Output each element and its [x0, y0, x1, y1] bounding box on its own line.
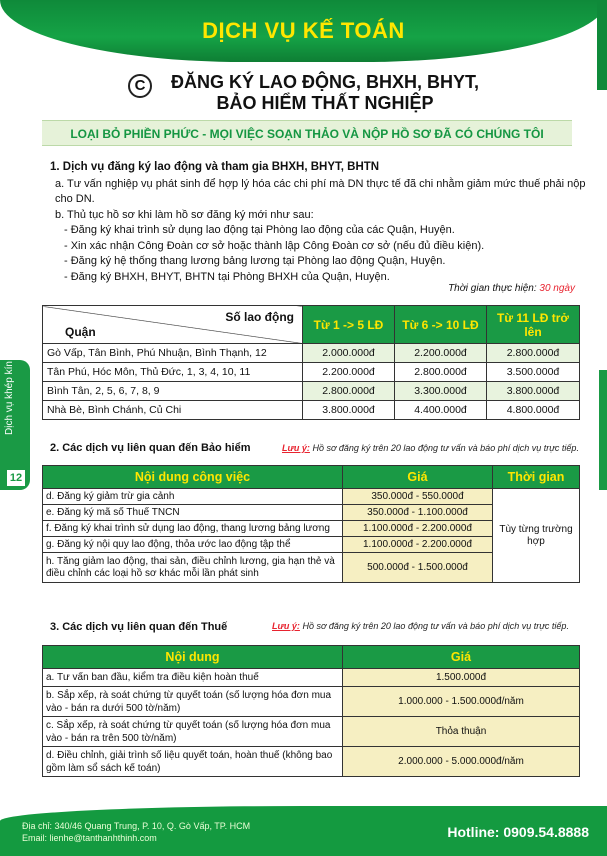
table-row: [43, 489, 580, 505]
footer-email[interactable]: Email: lienhe@tanthanhthinh.com: [22, 833, 157, 843]
slogan-text: LOẠI BỎ PHIỀN PHỨC - MỌI VIỆC SOẠN THẢO VÀ NỘP HỒ SƠ ĐÃ CÓ CHÚNG TÔI: [70, 127, 544, 141]
slogan-bar: [42, 120, 572, 146]
registration-fee-table: [42, 305, 580, 420]
note-text: Hồ sơ đăng ký trên 20 lao động tư vấn và báo phí dịch vụ trực tiếp.: [309, 443, 579, 453]
district-cell: Gò Vấp, Tân Bình, Phú Nhuận, Bình Thạnh, 12: [43, 344, 303, 363]
hotline[interactable]: Hotline: 0909.54.8888: [447, 824, 589, 840]
service-cell: c. Sắp xếp, rà soát chứng từ quyết toán (số lượng hóa đơn mua vào - bán ra trên 500 tờ/năm): [43, 717, 343, 747]
service-cell: d. Điều chỉnh, giải trình số liệu quyết toán, hoàn thuế (không bao gồm làm sổ sách kế toán): [43, 747, 343, 777]
price-cell: 350.000đ - 550.000đ: [343, 489, 493, 505]
bullet-item: - Đăng ký khai trình sử dụng lao động tại Phòng lao động của các Quận, Huyện.: [64, 224, 455, 236]
table-row: [43, 363, 580, 382]
price-cell: 350.000đ - 1.100.000đ: [343, 505, 493, 521]
section2-note: [282, 443, 579, 453]
service-cell: g. Đăng ký nội quy lao động, thỏa ước lao động tập thể: [43, 537, 343, 553]
service-cell: d. Đăng ký giảm trừ gia cảnh: [43, 489, 343, 505]
price-cell: 1.100.000đ - 2.200.000đ: [343, 521, 493, 537]
processing-time: [448, 283, 575, 294]
section1-item-a: a. Tư vấn nghiệp vụ phát sinh để hợp lý hóa các chi phí mà DN thực tế đã chi nhằm giảm mức thuế phải nộp cho DN.: [55, 177, 586, 205]
bullet-item: - Xin xác nhận Công Đoàn cơ sở hoặc thành lập Công Đoàn cơ sở (nếu đủ điều kiện).: [64, 239, 485, 252]
service-cell: b. Sắp xếp, rà soát chứng từ quyết toán (số lượng hóa đơn mua vào - bán ra dưới 500 tờ/năm): [43, 687, 343, 717]
processing-time-label: Thời gian thực hiện:: [448, 283, 540, 294]
price-cell: 2.800.000đ: [487, 344, 580, 363]
price-cell: 4.400.000đ: [395, 401, 487, 420]
price-cell: 2.000.000 - 5.000.000đ/năm: [343, 747, 580, 777]
column-header: Giá: [343, 646, 580, 669]
price-cell: 1.500.000đ: [343, 669, 580, 687]
side-tab-label: Dịch vụ khép kín: [4, 361, 15, 435]
page-title: DỊCH VỤ KẾ TOÁN: [202, 18, 405, 43]
section-title: [160, 72, 490, 114]
service-cell: e. Đăng ký mã số Thuế TNCN: [43, 505, 343, 521]
tax-services-table: [42, 645, 580, 777]
district-cell: Tân Phú, Hóc Môn, Thủ Đức, 1, 3, 4, 10, 11: [43, 363, 303, 382]
time-cell: Tùy từng trường hợp: [493, 489, 580, 583]
price-cell: 2.000.000đ: [303, 344, 395, 363]
section3-note: [272, 621, 569, 631]
corner-label-workers: Số lao động: [225, 310, 294, 324]
table-row: [43, 401, 580, 420]
footer-contact: [22, 820, 250, 844]
price-cell: 2.800.000đ: [303, 382, 395, 401]
column-header: Giá: [343, 466, 493, 489]
right-edge-tab: [599, 370, 607, 490]
insurance-services-table: [42, 465, 580, 583]
price-cell: 3.300.000đ: [395, 382, 487, 401]
table-row: [43, 747, 580, 777]
section-title-line2: BẢO HIỂM THẤT NGHIỆP: [216, 93, 434, 113]
column-header: Từ 6 -> 10 LĐ: [395, 306, 487, 344]
page-number: 12: [7, 470, 25, 486]
table-row: [43, 669, 580, 687]
footer: [0, 806, 607, 856]
section1-heading: 1. Dịch vụ đăng ký lao động và tham gia BHXH, BHYT, BHTN: [50, 161, 380, 173]
district-cell: Nhà Bè, Bình Chánh, Củ Chi: [43, 401, 303, 420]
section1: [50, 160, 590, 285]
table-row: [43, 687, 580, 717]
column-header: Nội dung công việc: [43, 466, 343, 489]
price-cell: 1.000.000 - 1.500.000đ/năm: [343, 687, 580, 717]
footer-address: Địa chỉ: 340/46 Quang Trung, P. 10, Q. Gò Vấp, TP. HCM: [22, 821, 251, 831]
header-corner: [597, 0, 607, 90]
service-cell: f. Đăng ký khai trình sử dụng lao động, thang lương bảng lương: [43, 521, 343, 537]
note-label: Lưu ý:: [282, 443, 310, 453]
table-row: [43, 344, 580, 363]
bullet-item: - Đăng ký BHXH, BHYT, BHTN tại Phòng BHXH của Quận, Huyện.: [64, 270, 390, 283]
note-label: Lưu ý:: [272, 621, 300, 631]
district-cell: Bình Tân, 2, 5, 6, 7, 8, 9: [43, 382, 303, 401]
price-cell: 2.800.000đ: [395, 363, 487, 382]
price-cell: 2.200.000đ: [303, 363, 395, 382]
column-header: Từ 1 -> 5 LĐ: [303, 306, 395, 344]
price-cell: 3.800.000đ: [487, 382, 580, 401]
corner-label-district: Quận: [65, 325, 96, 339]
price-cell: 2.200.000đ: [395, 344, 487, 363]
service-cell: a. Tư vấn ban đầu, kiểm tra điều kiện hoàn thuế: [43, 669, 343, 687]
section-letter-badge: C: [128, 74, 152, 98]
service-cell: h. Tăng giảm lao động, thai sản, điều chỉnh lương, gia hạn thẻ và điều chỉnh các loại hồ sơ khác mỗi lần phát sinh: [43, 553, 343, 583]
note-text: Hồ sơ đăng ký trên 20 lao động tư vấn và báo phí dịch vụ trực tiếp.: [299, 621, 569, 631]
price-cell: 3.800.000đ: [303, 401, 395, 420]
section-title-line1: ĐĂNG KÝ LAO ĐỘNG, BHXH, BHYT,: [170, 72, 479, 92]
bullet-item: - Đăng ký hệ thống thang lương bảng lương tại Phòng lao động Quận, Huyện.: [64, 255, 446, 267]
column-header: Thời gian: [493, 466, 580, 489]
section1-item-b: b. Thủ tục hồ sơ khi làm hồ sơ đăng ký mới như sau:: [55, 208, 314, 221]
section2-heading: 2. Các dịch vụ liên quan đến Bảo hiểm: [50, 442, 251, 454]
price-cell: Thỏa thuận: [343, 717, 580, 747]
processing-time-value: 30 ngày: [539, 283, 575, 294]
section3-heading: 3. Các dịch vụ liên quan đến Thuế: [50, 621, 228, 633]
column-header: Nội dung: [43, 646, 343, 669]
table-corner-cell: [43, 306, 303, 344]
price-cell: 3.500.000đ: [487, 363, 580, 382]
price-cell: 1.100.000đ - 2.200.000đ: [343, 537, 493, 553]
price-cell: 500.000đ - 1.500.000đ: [343, 553, 493, 583]
column-header: Từ 11 LĐ trở lên: [487, 306, 580, 344]
price-cell: 4.800.000đ: [487, 401, 580, 420]
table-row: [43, 717, 580, 747]
table-row: [43, 382, 580, 401]
